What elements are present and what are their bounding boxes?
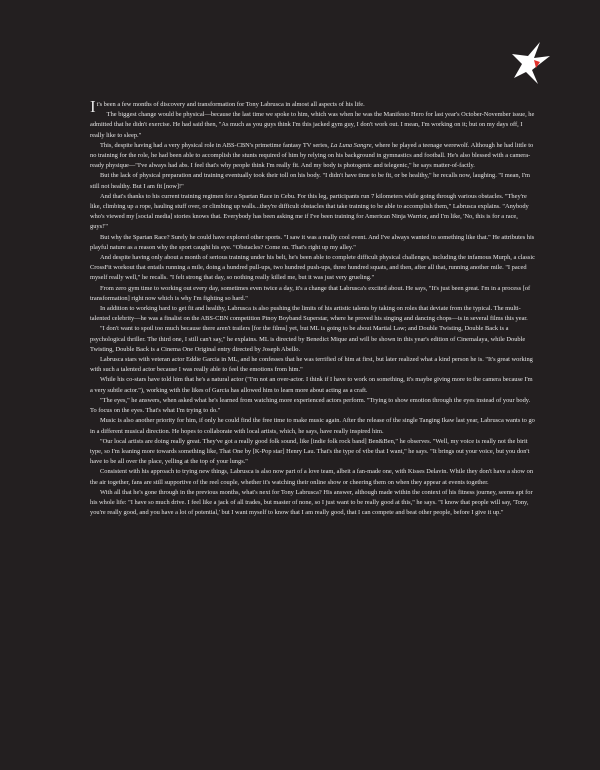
body-paragraph: "Our local artists are doing really great. They've got a really good folk sound, like [indie folk rock band] Ben&Ben," he observes. "Well, my voice is really not the birit type, so I'm leaning more towards something like, That One by [K-Pop star] Henry Lau. That's the type of vibe that I want," he says. "It brings out your voice, but you don't have to be all over the place, yelling at the top of your lungs." <box>90 437 530 466</box>
body-paragraph: Consistent with his approach to trying new things, Labrusca is also now part of a love team, albeit a fan-made one, with Kisses Delavin. While they don't have a show on the air together, fans are still supportive of the reel couple, whether it's watching their online show or cheering them on when they appear at events together. <box>90 468 534 486</box>
body-paragraph: The biggest change would be physical—because the last time we spoke to him, which was when he was the Manifesto Hero for last year's October-November issue, he admitted that he didn't exercise. He had said then, "As much as you guys think I'm this jacked gym guy, I don't work out. I mean, I'm working on it; but on my days off, I really like to sleep." <box>90 111 535 139</box>
lead-paragraph: It's been a few months of discovery and transformation for Tony Labrusca in almost all aspects of his life. <box>90 97 365 116</box>
body-paragraph: And that's thanks to his current training regimen for a Spartan Race in Cebu. For this leg, participants run 7 kilometers while going through various obstacles. "They're like, climbing up a rope, hauling stuff over, or climbing up walls...they're difficult obstacles that take training to be able to accomplish them," Labrusca explains. "Anybody who's viewed my [social media] stories knows that. Everybody has been asking me if I've been training for American Ninja Warrior, and I'm like, 'No, this is for a race, guys!'" <box>90 192 529 231</box>
title-italic: La Luna Sangre <box>330 141 372 149</box>
body-paragraph: And despite having only about a month of serious training under his belt, he's been able to complete difficult physical challenges, including the infamous Murph, a classic CrossFit workout that entails running a mile, doing a hundred pull-ups, two hundred push-ups, three hundred squats, and then, after all that, running another mile. "I paced myself really well," he recalls. "I felt strong that day, so nothing really killed me, but it was just very grueling." <box>90 254 535 282</box>
body-paragraph: From zero gym time to working out every day, sometimes even twice a day, it's a change that Labrusca's excited about. He says, "It's just been great. I'm in a process [of transformation] right now which is why I'm fighting so hard." <box>90 284 531 302</box>
star-bolt-logo-icon <box>510 40 556 86</box>
body-paragraph: Music is also another priority for him, if only he could find the free time to make music again. After the release of the single Tanging Ikaw last year, Labrusca wants to go in a different musical direction. He hopes to collaborate with local artists, which, he says, have really inspired him. <box>90 417 535 435</box>
article-body <box>90 97 536 518</box>
body-paragraph: "The eyes," he answers, when asked what he's learned from watching more experienced actors perform. "Trying to show emotion through the eyes instead of your body. To focus on the eyes. That's what I'm trying to do." <box>90 396 531 415</box>
body-paragraph: "I don't want to spoil too much because there aren't trailers [for the films] yet, but ML is going to be about Martial Law; and Double Twisting, Double Back is a psychological thriller. The third one, I still can't say," he explains. ML is directed by Benedict Mique and will be shown in this year's edition of Cinemalaya, while Double Twisting, Double Back is a Cinema One Original entry directed by Joseph Abello. <box>90 325 526 353</box>
body-paragraph: Labrusca stars with veteran actor Eddie Garcia in ML, and he confesses that he was terrified of him at first, but later realized what a kind person he is. "It's great working with such a talented actor because I was really able to feel the emotions from him." <box>90 356 533 374</box>
body-paragraph: This, despite having had a very physical role in ABS-CBN's primetime fantasy TV series, La Luna Sangre, where he played a teenage werewolf. Although he had little to no training for the role, he had been able to accomplish the stunts required of him by relying on his background in gymnastics and football. He's also blessed with a camera-ready physique—"I've always had abs. I feel that's why people think I'm really fit. And my body is photogenic and telegenic," he says matter-of-factly. <box>90 141 534 170</box>
body-paragraph: But why the Spartan Race? Surely he could have explored other sports. "I saw it was a really cool event. And I've always wanted to something like that." He attributes his playful nature as a reason why the sport caught his eye. "Obstacles? Come on. That's right up my alley." <box>90 233 535 251</box>
body-paragraph: But the lack of physical preparation and training eventually took their toll on his body. "I didn't have time to be fit, or be healthy," he recalls now, laughing. "I mean, I'm still not healthy. But I am fit [now]!" <box>90 172 531 190</box>
drop-cap: I <box>90 97 96 116</box>
body-paragraph: While his co-stars have told him that he's a natural actor ("I'm not an over-actor. I think if I have to work on something, it's maybe giving more to the camera because I'm a very subtle actor."), working with the likes of Garcia has allowed him to learn more about acting as a craft. <box>90 376 533 394</box>
body-paragraph: In addition to working hard to get fit and healthy, Labrusca is also pushing the limits of his artistic talents by taking on roles that deviate from the typical. The multi-talented celebrity—he was a finalist on the ABS-CBN competition Pinoy Boyband Superstar, where he proved his singing and dancing chops—is in several films this year. <box>90 305 528 323</box>
body-paragraph: With all that he's gone through in the previous months, what's next for Tony Labrusca? His answer, although made within the context of his fitness journey, seems apt for his whole life: "I have so much drive. I feel like a jack of all trades, but master of none, so I just want to be really good at this," he says. "I know that people will say, 'Tony, you're really good, and you have a lot of potential,' but I want myself to know that I am really good, that I can compete and beat other people, before I give it up." <box>90 488 533 517</box>
